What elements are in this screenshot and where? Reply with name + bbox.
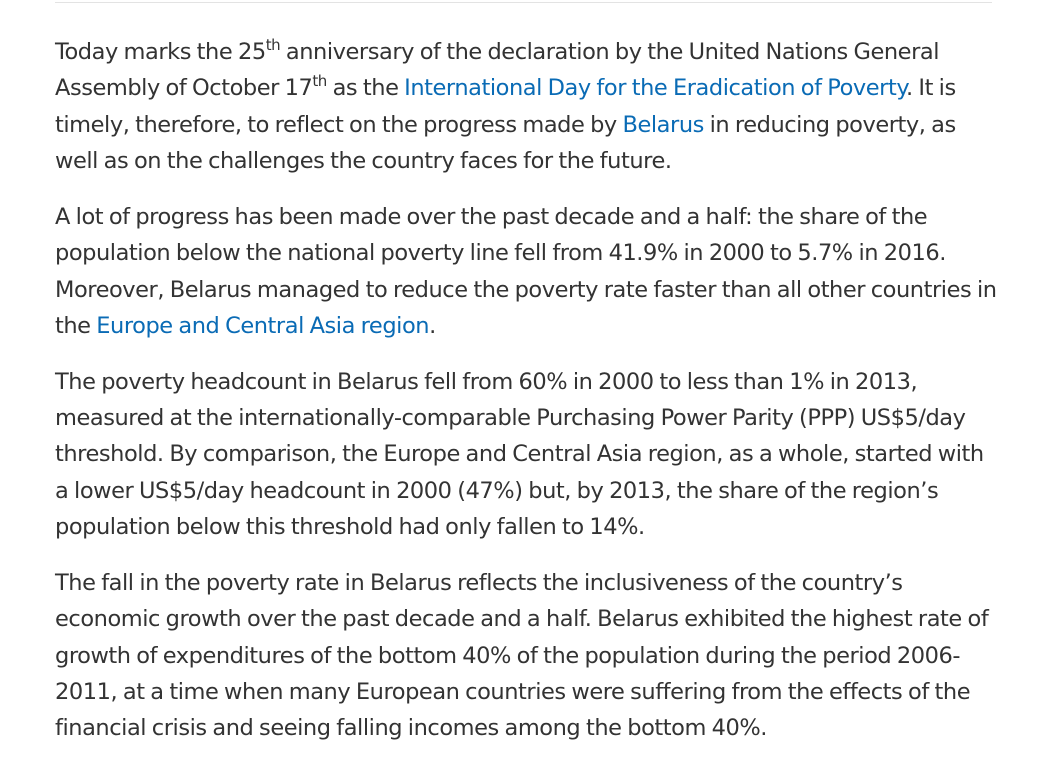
p2-text-b: . bbox=[429, 313, 436, 340]
p1-text-a: Today marks the 25 bbox=[55, 39, 266, 65]
link-belarus[interactable]: Belarus bbox=[622, 111, 704, 138]
paragraph-intro bbox=[55, 34, 1000, 180]
paragraph-progress bbox=[55, 199, 1000, 345]
link-europe-central-asia-region[interactable]: Europe and Central Asia region bbox=[96, 313, 430, 340]
paragraph-headcount: The poverty headcount in Belarus fell from 60% in 2000 to less than 1% in 2013, measured at the internationally-comparable Purchasing Power Parity (PPP) US$5/day threshold. By comparison, the Europe and Central Asia region, as a whole, started with a lower US$5/day headcount in 2000 (47%) but, by 2013, the share of the region’s population below this threshold had only fallen to 14%. bbox=[55, 368, 984, 541]
article-body bbox=[55, 34, 1000, 766]
p1-text-b: anniversary of the declaration by the United Nations General Assembly of October 17 bbox=[55, 39, 940, 102]
p1-text-e: in reducing poverty, as well as on the challenges the country faces for the future. bbox=[55, 111, 956, 175]
ordinal-suffix: th bbox=[312, 72, 327, 91]
p1-text-c: as the bbox=[326, 75, 405, 102]
p1-text-d: . It is timely, therefore, to reflect on the progress made by bbox=[55, 75, 956, 138]
ordinal-suffix: th bbox=[265, 36, 281, 54]
link-international-day-eradication-poverty[interactable]: International Day for the Eradication of Poverty bbox=[404, 75, 906, 102]
paragraph-inclusiveness: The fall in the poverty rate in Belarus reflects the inclusiveness of the country’s economic growth over the past decade and a half. Belarus exhibited the highest rate of growth of expenditures of the bottom 40% of the population during the period 2006-2011, at a time when many European countries were suffering from the effects of the financial crisis and seeing falling incomes among the bottom 40%. bbox=[55, 569, 989, 742]
p2-text-a: A lot of progress has been made over the past decade and a half: the share of the population below the national poverty line fell from 41.9% in 2000 to 5.7% in 2016. Moreover, Belarus managed to reduce the poverty rate faster than all other countries in the bbox=[55, 203, 997, 340]
top-divider bbox=[55, 2, 992, 3]
